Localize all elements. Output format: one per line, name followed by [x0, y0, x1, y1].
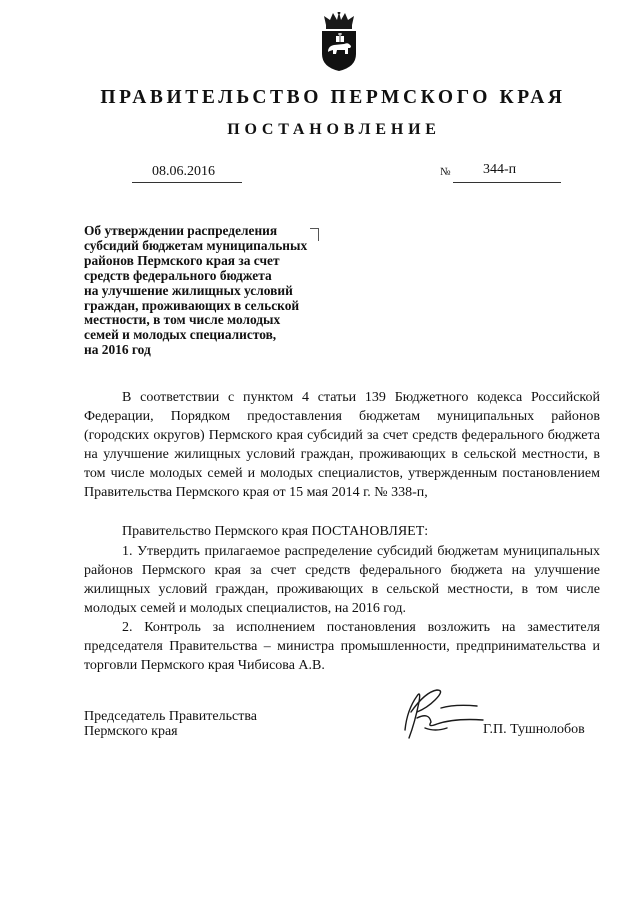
document-type: ПОСТАНОВЛЕНИЕ: [227, 121, 441, 138]
subject-line: субсидий бюджетам муниципальных: [84, 237, 308, 253]
subject-line: семей и молодых специалистов,: [84, 327, 277, 343]
subject-line: районов Пермского края за счет: [84, 252, 280, 268]
subject-line: на улучшение жилищных условий: [84, 282, 293, 298]
signature-icon: [395, 682, 490, 744]
clause-1: 1. Утвердить прилагаемое распределение субсидий бюджетам муниципальных районов Пермского края за счет средств федерального бюджета на улучшение жилищных условий граждан, проживающих в сельской местности, в том числе молодых семей и молодых специалистов, на 2016 год.: [84, 544, 600, 617]
subject-line: граждан, проживающих в сельской: [84, 297, 300, 313]
document-subject: [84, 224, 354, 358]
document-date: 08.06.2016: [152, 164, 215, 179]
government-title: ПРАВИТЕЛЬСТВО ПЕРМСКОГО КРАЯ: [100, 87, 566, 108]
subject-line: местности, в том числе молодых: [84, 312, 281, 328]
signer-position-line: Пермского края: [84, 723, 178, 739]
coat-of-arms-icon: [315, 12, 363, 72]
subject-line: средств федерального бюджета: [84, 267, 272, 283]
signer-name: Г.П. Тушнолобов: [483, 722, 585, 737]
number-label: №: [440, 166, 451, 178]
signer-position-line: Председатель Правительства: [84, 709, 257, 724]
signer-position: [84, 710, 257, 739]
preamble-paragraph: В соответствии с пунктом 4 статьи 139 Бюджетного кодекса Российской Федерации, Порядком предоставления бюджетам муниципальных районов (городских округов) Пермского края субсидий за счет средств федерального бюджета на улучшение жилищных условий граждан, проживающих в сельской местности, в том числе молодых семей и молодых специалистов, утвержденным постановлением Правительства Пермского края от 15 мая 2014 г. № 338-п,: [84, 390, 600, 501]
subject-line: на 2016 год: [84, 342, 151, 358]
clause-2: 2. Контроль за исполнением постановления возложить на заместителя председателя Правительства – министра промышленности, предпринимательства и торговли Пермского края Чибисова А.В.: [84, 620, 600, 674]
document-number: 344-п: [483, 162, 517, 177]
subject-line: Об утверждении распределения: [84, 223, 278, 238]
resolution-statement: Правительство Пермского края ПОСТАНОВЛЯЕТ:: [122, 524, 429, 539]
